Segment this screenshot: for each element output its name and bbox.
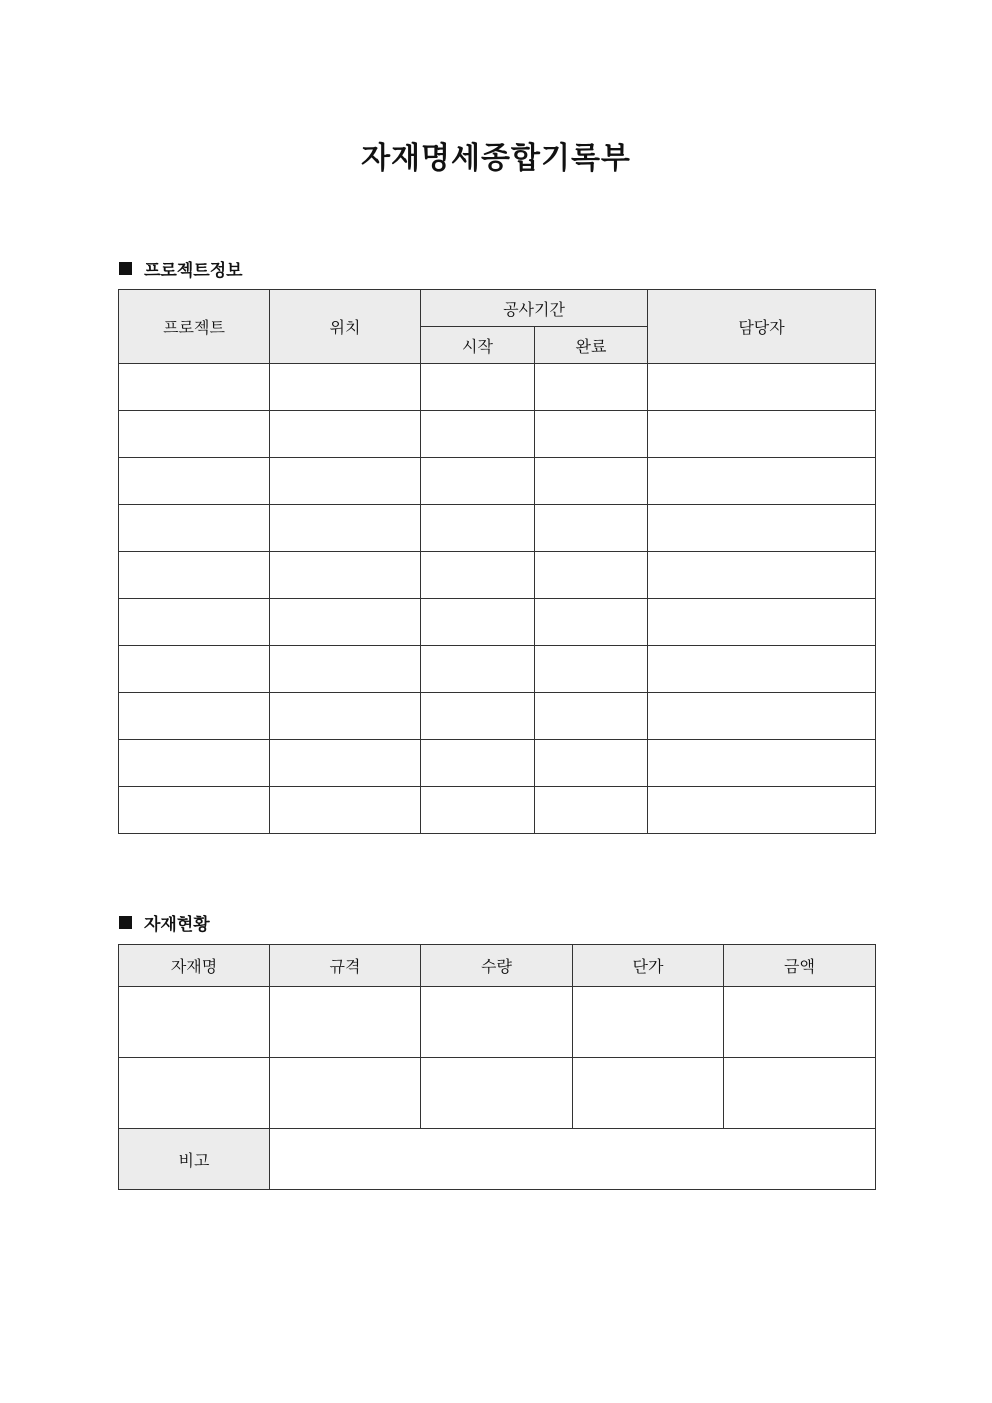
table-row — [119, 787, 876, 834]
note-row — [119, 1129, 876, 1190]
input-cell[interactable] — [421, 411, 535, 458]
header-manager: 담당자 — [648, 290, 876, 364]
table-row — [119, 364, 876, 411]
input-cell[interactable] — [119, 693, 270, 740]
input-cell[interactable] — [119, 505, 270, 552]
input-cell[interactable] — [270, 552, 421, 599]
input-cell[interactable] — [421, 599, 535, 646]
input-cell[interactable] — [648, 599, 876, 646]
material-section-title: 자재현황 — [144, 915, 210, 935]
input-cell[interactable] — [648, 787, 876, 834]
table-row — [119, 987, 876, 1058]
input-cell[interactable] — [270, 646, 421, 693]
input-cell[interactable] — [119, 552, 270, 599]
table-row — [119, 505, 876, 552]
input-cell[interactable] — [535, 505, 648, 552]
table-row — [119, 599, 876, 646]
input-cell[interactable] — [119, 458, 270, 505]
square-bullet-icon — [119, 262, 132, 275]
project-info-table — [118, 289, 876, 834]
input-cell[interactable] — [119, 987, 270, 1058]
input-cell[interactable] — [535, 740, 648, 787]
input-cell[interactable] — [270, 787, 421, 834]
input-cell[interactable] — [535, 458, 648, 505]
input-cell[interactable] — [270, 458, 421, 505]
input-cell[interactable] — [421, 987, 573, 1058]
input-cell[interactable] — [535, 646, 648, 693]
input-cell[interactable] — [421, 458, 535, 505]
material-header-1: 규격 — [270, 945, 421, 987]
input-cell[interactable] — [648, 364, 876, 411]
input-cell[interactable] — [270, 599, 421, 646]
table-row — [119, 1058, 876, 1129]
input-cell[interactable] — [535, 599, 648, 646]
table-row — [119, 693, 876, 740]
header-project: 프로젝트 — [119, 290, 270, 364]
input-cell[interactable] — [421, 364, 535, 411]
table-row — [119, 740, 876, 787]
input-cell[interactable] — [421, 787, 535, 834]
input-cell[interactable] — [119, 364, 270, 411]
input-cell[interactable] — [573, 1058, 724, 1129]
input-cell[interactable] — [270, 693, 421, 740]
project-section-heading — [119, 256, 243, 281]
input-cell[interactable] — [270, 505, 421, 552]
input-cell[interactable] — [535, 787, 648, 834]
input-cell[interactable] — [270, 740, 421, 787]
note-input-cell[interactable] — [270, 1129, 876, 1190]
input-cell[interactable] — [535, 552, 648, 599]
input-cell[interactable] — [421, 693, 535, 740]
material-section-heading — [119, 910, 210, 935]
input-cell[interactable] — [270, 987, 421, 1058]
header-end: 완료 — [535, 327, 648, 364]
header-start: 시작 — [421, 327, 535, 364]
input-cell[interactable] — [535, 364, 648, 411]
page-title: 자재명세종합기록부 — [361, 141, 631, 176]
square-bullet-icon — [119, 916, 132, 929]
input-cell[interactable] — [270, 1058, 421, 1129]
input-cell[interactable] — [535, 411, 648, 458]
input-cell[interactable] — [270, 364, 421, 411]
input-cell[interactable] — [119, 411, 270, 458]
input-cell[interactable] — [648, 505, 876, 552]
material-header-4: 금액 — [724, 945, 876, 987]
input-cell[interactable] — [648, 693, 876, 740]
input-cell[interactable] — [573, 987, 724, 1058]
input-cell[interactable] — [648, 740, 876, 787]
input-cell[interactable] — [119, 646, 270, 693]
header-construction-period: 공사기간 — [421, 290, 648, 327]
input-cell[interactable] — [648, 552, 876, 599]
table-row — [119, 552, 876, 599]
input-cell[interactable] — [119, 740, 270, 787]
table-row — [119, 458, 876, 505]
input-cell[interactable] — [119, 599, 270, 646]
input-cell[interactable] — [421, 646, 535, 693]
input-cell[interactable] — [119, 787, 270, 834]
header-location: 위치 — [270, 290, 421, 364]
input-cell[interactable] — [648, 646, 876, 693]
input-cell[interactable] — [421, 740, 535, 787]
table-row — [119, 411, 876, 458]
input-cell[interactable] — [421, 1058, 573, 1129]
table-row — [119, 646, 876, 693]
input-cell[interactable] — [421, 505, 535, 552]
material-header-2: 수량 — [421, 945, 573, 987]
input-cell[interactable] — [119, 1058, 270, 1129]
material-header-0: 자재명 — [119, 945, 270, 987]
material-header-3: 단가 — [573, 945, 724, 987]
input-cell[interactable] — [648, 458, 876, 505]
material-status-table — [118, 944, 876, 1190]
input-cell[interactable] — [421, 552, 535, 599]
project-section-title: 프로젝트정보 — [144, 261, 243, 281]
input-cell[interactable] — [535, 693, 648, 740]
input-cell[interactable] — [270, 411, 421, 458]
input-cell[interactable] — [648, 411, 876, 458]
input-cell[interactable] — [724, 987, 876, 1058]
note-label: 비고 — [119, 1129, 270, 1190]
input-cell[interactable] — [724, 1058, 876, 1129]
